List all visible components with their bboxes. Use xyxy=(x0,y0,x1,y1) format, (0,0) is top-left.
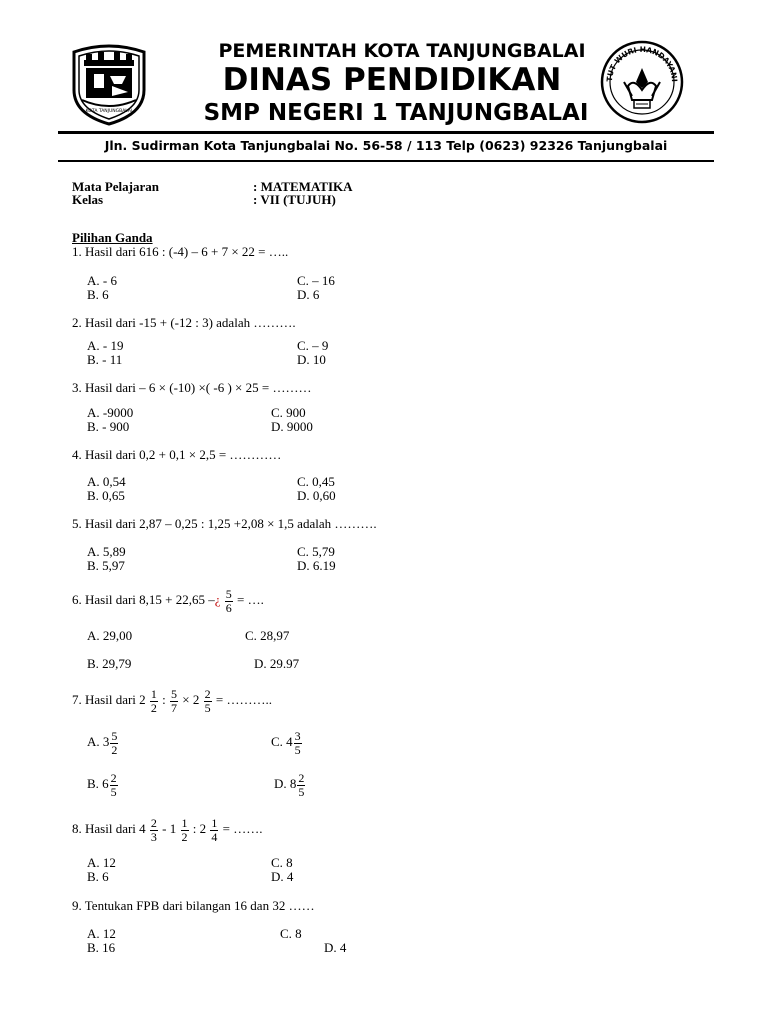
question-2: 2. Hasil dari -15 + (-12 : 3) adalah ………. xyxy=(72,315,296,330)
q7-fraction-3 xyxy=(204,688,212,715)
q1-option-d: D. 6 xyxy=(297,287,320,302)
q6-option-b: B. 29,79 xyxy=(87,656,132,671)
q9-option-d: D. 4 xyxy=(324,940,347,955)
q7-f1-denominator: 2 xyxy=(150,700,157,715)
subject-value: : MATEMATIKA xyxy=(253,179,353,194)
question-4: 4. Hasil dari 0,2 + 0,1 × 2,5 = ………… xyxy=(72,447,282,462)
q7-d-denominator: 5 xyxy=(298,784,305,799)
header-rule-top xyxy=(58,131,714,134)
q8-fraction-1 xyxy=(150,817,158,844)
q8-operator-2: : 2 xyxy=(192,821,207,836)
q7-d-numerator: 2 xyxy=(298,770,305,785)
q8-f3-numerator: 1 xyxy=(211,815,218,830)
q1-option-c: C. – 16 xyxy=(297,273,335,288)
q6-glyph: ¿ xyxy=(214,592,221,607)
svg-text:TUT WURI HANDAYANI: TUT WURI HANDAYANI xyxy=(604,44,680,83)
q8-f3-denominator: 4 xyxy=(211,829,218,844)
q6-option-a: A. 29,00 xyxy=(87,628,133,643)
subject-label: Mata Pelajaran xyxy=(72,179,160,194)
q8-f1-denominator: 3 xyxy=(150,829,157,844)
q7-fraction-1 xyxy=(150,688,158,715)
q8-f2-denominator: 2 xyxy=(181,829,188,844)
q7-b-numerator: 2 xyxy=(110,770,117,785)
header-rule-bottom xyxy=(58,160,714,162)
question-9: 9. Tentukan FPB dari bilangan 16 dan 32 …… xyxy=(72,898,315,913)
class-value: : VII (TUJUH) xyxy=(253,192,336,207)
header-government: PEMERINTAH KOTA TANJUNGBALAI xyxy=(218,40,586,62)
q2-option-d: D. 10 xyxy=(297,352,326,367)
q7-b-denominator: 5 xyxy=(110,784,117,799)
q3-option-b: B. - 900 xyxy=(87,419,130,434)
q6-fraction xyxy=(225,588,233,615)
q2-option-a: A. - 19 xyxy=(87,338,124,353)
q7-c-whole: C. 4 xyxy=(271,734,293,749)
q7-a-denominator: 2 xyxy=(111,742,118,757)
q8-option-a: A. 12 xyxy=(87,855,116,870)
q7-a-whole: A. 3 xyxy=(87,734,110,749)
q7-option-d xyxy=(274,770,306,799)
q8-prefix: 8. Hasil dari 4 xyxy=(72,821,146,836)
question-5: 5. Hasil dari 2,87 – 0,25 : 1,25 +2,08 × 1,5 adalah ………. xyxy=(72,516,377,531)
q5-option-d: D. 6.19 xyxy=(297,558,336,573)
header-school: SMP NEGERI 1 TANJUNGBALAI xyxy=(203,100,589,126)
q7-operator-1: : xyxy=(162,692,166,707)
header-address: Jln. Sudirman Kota Tanjungbalai No. 56-58 / 113 Telp (0623) 92326 Tanjungbalai xyxy=(104,138,668,153)
class-label: Kelas xyxy=(72,192,104,207)
q7-c-fraction xyxy=(294,730,302,757)
section-title: Pilihan Ganda xyxy=(72,230,153,245)
q4-option-c: C. 0,45 xyxy=(297,474,335,489)
q6-suffix: = …. xyxy=(237,592,264,607)
q3-option-d: D. 9000 xyxy=(271,419,313,434)
q4-option-a: A. 0,54 xyxy=(87,474,126,489)
q8-f1-numerator: 2 xyxy=(150,815,157,830)
question-6 xyxy=(72,586,264,615)
q2-option-c: C. – 9 xyxy=(297,338,329,353)
q9-option-c: C. 8 xyxy=(280,926,302,941)
question-3: 3. Hasil dari – 6 × (-10) ×( -6 ) × 25 = ……… xyxy=(72,380,312,395)
q8-option-c: C. 8 xyxy=(271,855,293,870)
q7-fraction-2 xyxy=(170,688,178,715)
q6-option-c: C. 28,97 xyxy=(245,628,290,643)
q7-f3-denominator: 5 xyxy=(204,700,211,715)
q1-option-b: B. 6 xyxy=(87,287,109,302)
q6-denominator: 6 xyxy=(225,600,232,615)
q7-a-numerator: 5 xyxy=(111,728,118,743)
question-7 xyxy=(72,686,272,715)
svg-text:KOTA TANJUNGBALAI: KOTA TANJUNGBALAI xyxy=(85,109,133,114)
q7-a-fraction xyxy=(110,730,118,757)
q7-f2-numerator: 5 xyxy=(171,686,178,701)
q8-fraction-3 xyxy=(210,817,218,844)
q5-option-a: A. 5,89 xyxy=(87,544,126,559)
q7-operator-2: × 2 xyxy=(182,692,200,707)
q8-option-b: B. 6 xyxy=(87,869,109,884)
q8-f2-numerator: 1 xyxy=(181,815,188,830)
q5-option-c: C. 5,79 xyxy=(297,544,335,559)
q6-prefix: 6. Hasil dari 8,15 + 22,65 – xyxy=(72,592,215,607)
q7-d-fraction xyxy=(297,772,305,799)
q5-option-b: B. 5,97 xyxy=(87,558,125,573)
q1-option-a: A. - 6 xyxy=(87,273,117,288)
question-8 xyxy=(72,815,262,844)
q7-option-c xyxy=(271,728,303,757)
q7-option-b xyxy=(87,770,119,799)
q7-f3-numerator: 2 xyxy=(204,686,211,701)
q7-c-denominator: 5 xyxy=(294,742,301,757)
q6-numerator: 5 xyxy=(225,586,232,601)
q3-option-c: C. 900 xyxy=(271,405,306,420)
header-department: DINAS PENDIDIKAN xyxy=(222,62,562,98)
q8-suffix: = ……. xyxy=(222,821,263,836)
q7-suffix: = ……….. xyxy=(215,692,272,707)
q8-fraction-2 xyxy=(181,817,189,844)
q7-b-whole: B. 6 xyxy=(87,776,109,791)
q7-b-fraction xyxy=(110,772,118,799)
q8-option-d: D. 4 xyxy=(271,869,294,884)
q7-f1-numerator: 1 xyxy=(150,686,157,701)
q3-option-a: A. -9000 xyxy=(87,405,134,420)
q7-f2-denominator: 7 xyxy=(171,700,178,715)
q6-option-d: D. 29.97 xyxy=(254,656,300,671)
q4-option-d: D. 0,60 xyxy=(297,488,336,503)
q7-d-whole: D. 8 xyxy=(274,776,297,791)
q7-option-a xyxy=(87,728,119,757)
q9-option-a: A. 12 xyxy=(87,926,116,941)
q9-option-b: B. 16 xyxy=(87,940,116,955)
question-1: 1. Hasil dari 616 : (-4) – 6 + 7 × 22 = ….. xyxy=(72,244,289,259)
q7-prefix: 7. Hasil dari 2 xyxy=(72,692,146,707)
q2-option-b: B. - 11 xyxy=(87,352,123,367)
q7-c-numerator: 3 xyxy=(294,728,301,743)
q4-option-b: B. 0,65 xyxy=(87,488,125,503)
q8-operator-1: - 1 xyxy=(162,821,177,836)
